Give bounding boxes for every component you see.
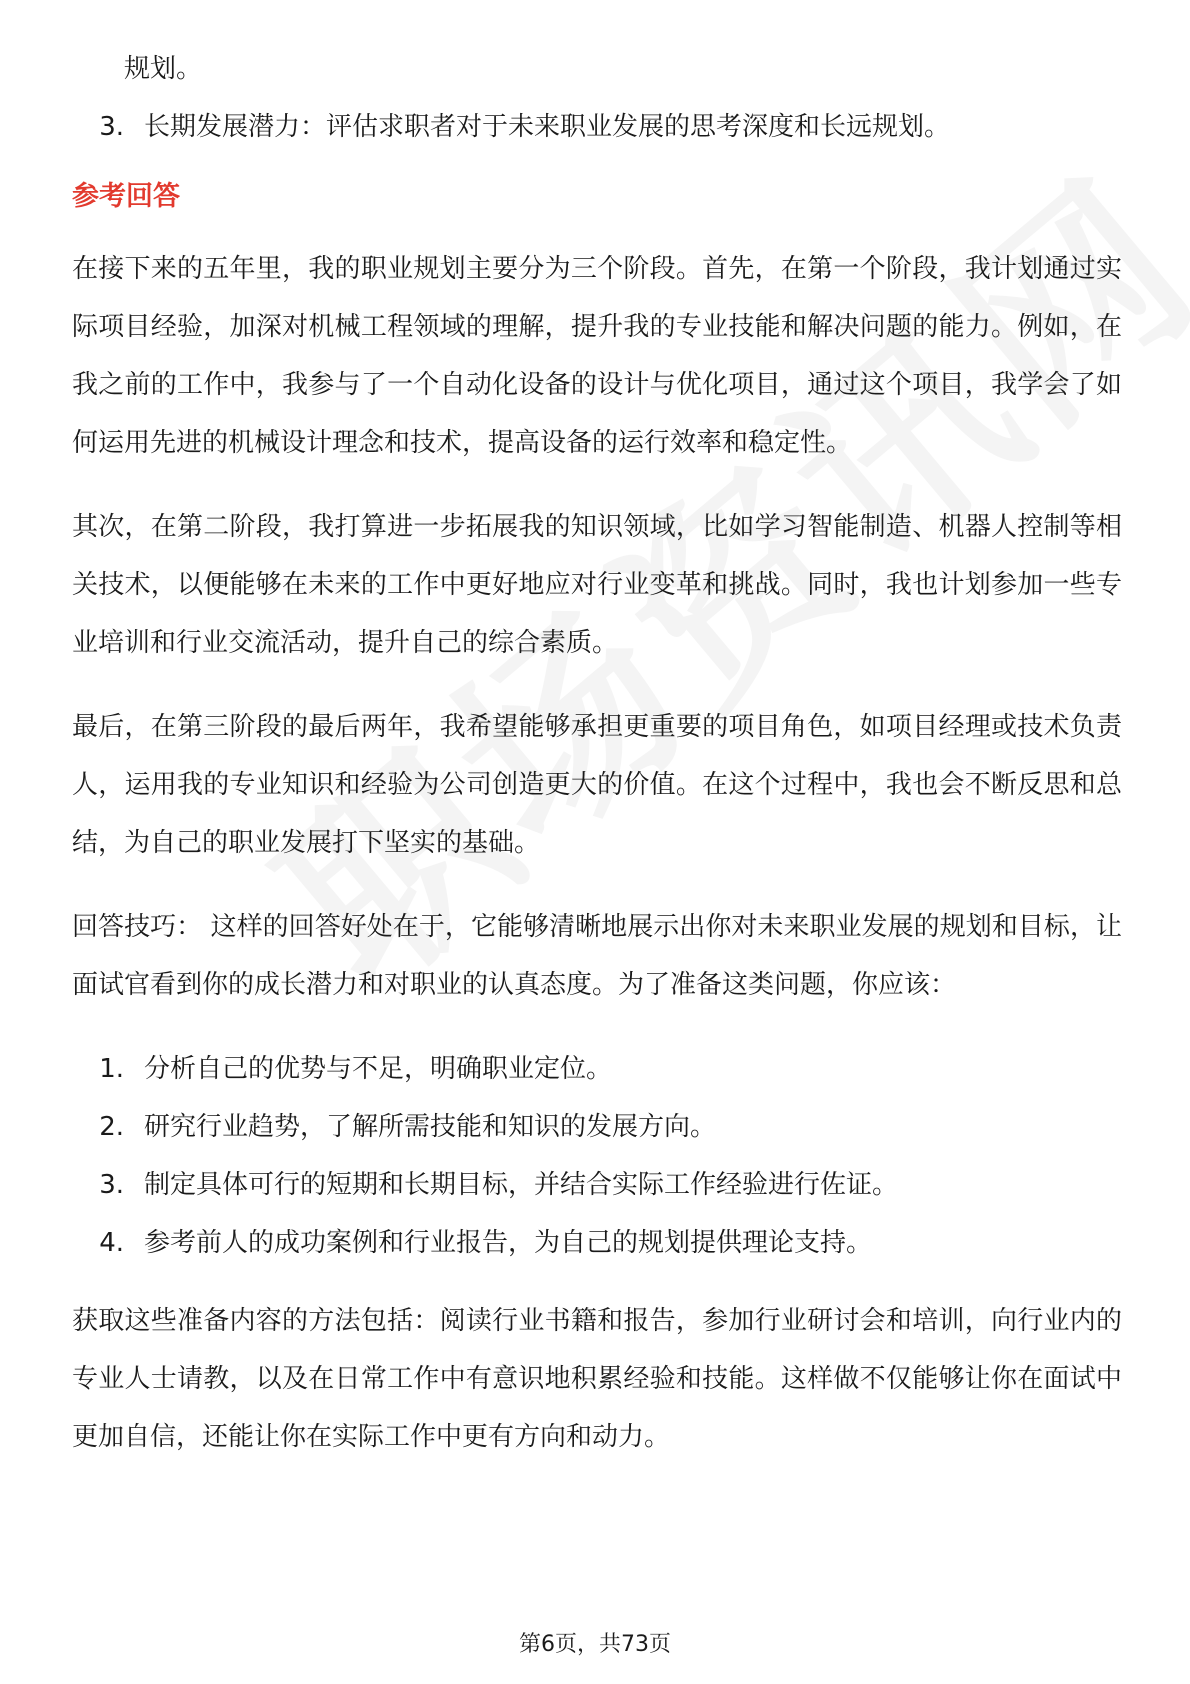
list-item-number: 4. (99, 1228, 124, 1258)
answer-paragraph-1: 在接下来的五年里，我的职业规划主要分为三个阶段。首先，在第一个阶段，我计划通过实际项目经验，加深对机械工程领域的理解，提升我的专业技能和解决问题的能力。例如，在我之前的工作中，我参与了一个自动化设备的设计与优化项目，通过这个项目，我学会了如何运用先进的机械设计理念和技术，提高设备的运行效率和稳定性。 (72, 254, 1122, 458)
list-item-text: 研究行业趋势，了解所需技能和知识的发展方向。 (144, 1112, 717, 1142)
page-footer: 第6页，共73页 (519, 1632, 671, 1657)
page-content (72, 40, 1122, 1492)
list-item (72, 1098, 1122, 1156)
list-item-number: 1. (99, 1054, 124, 1084)
list-item-number: 3. (99, 1170, 124, 1200)
closing-paragraph: 获取这些准备内容的方法包括：阅读行业书籍和报告，参加行业研讨会和培训，向行业内的专业人士请教，以及在日常工作中有意识地积累经验和技能。这样做不仅能够让你在面试中更加自信，还能让你在实际工作中更有方向和动力。 (72, 1306, 1122, 1452)
list-item (72, 98, 1122, 156)
list-item (72, 1156, 1122, 1214)
list-item-continuation: 规划。 (124, 54, 203, 84)
list-item-text: 分析自己的优势与不足，明确职业定位。 (144, 1054, 613, 1084)
section-heading: 参考回答 (72, 181, 180, 212)
tips-list (72, 1040, 1122, 1272)
answer-paragraph-2: 其次，在第二阶段，我打算进一步拓展我的知识领域，比如学习智能制造、机器人控制等相关技术，以便能够在未来的工作中更好地应对行业变革和挑战。同时，我也计划参加一些专业培训和行业交流活动，提升自己的综合素质。 (72, 512, 1122, 658)
list-item (72, 1214, 1122, 1272)
tips-paragraph: 回答技巧： 这样的回答好处在于，它能够清晰地展示出你对未来职业发展的规划和目标，让面试官看到你的成长潜力和对职业的认真态度。为了准备这类问题，你应该： (72, 912, 1122, 1000)
list-item-number: 3. (99, 112, 124, 142)
list-item (72, 1040, 1122, 1098)
list-item-text: 长期发展潜力：评估求职者对于未来职业发展的思考深度和长远规划。 (144, 112, 951, 142)
list-item-number: 2. (99, 1112, 124, 1142)
list-item-text: 参考前人的成功案例和行业报告，为自己的规划提供理论支持。 (144, 1228, 873, 1258)
list-item-text: 制定具体可行的短期和长期目标，并结合实际工作经验进行佐证。 (144, 1170, 899, 1200)
answer-paragraph-3: 最后，在第三阶段的最后两年，我希望能够承担更重要的项目角色，如项目经理或技术负责人，运用我的专业知识和经验为公司创造更大的价值。在这个过程中，我也会不断反思和总结，为自己的职业发展打下坚实的基础。 (72, 712, 1122, 858)
